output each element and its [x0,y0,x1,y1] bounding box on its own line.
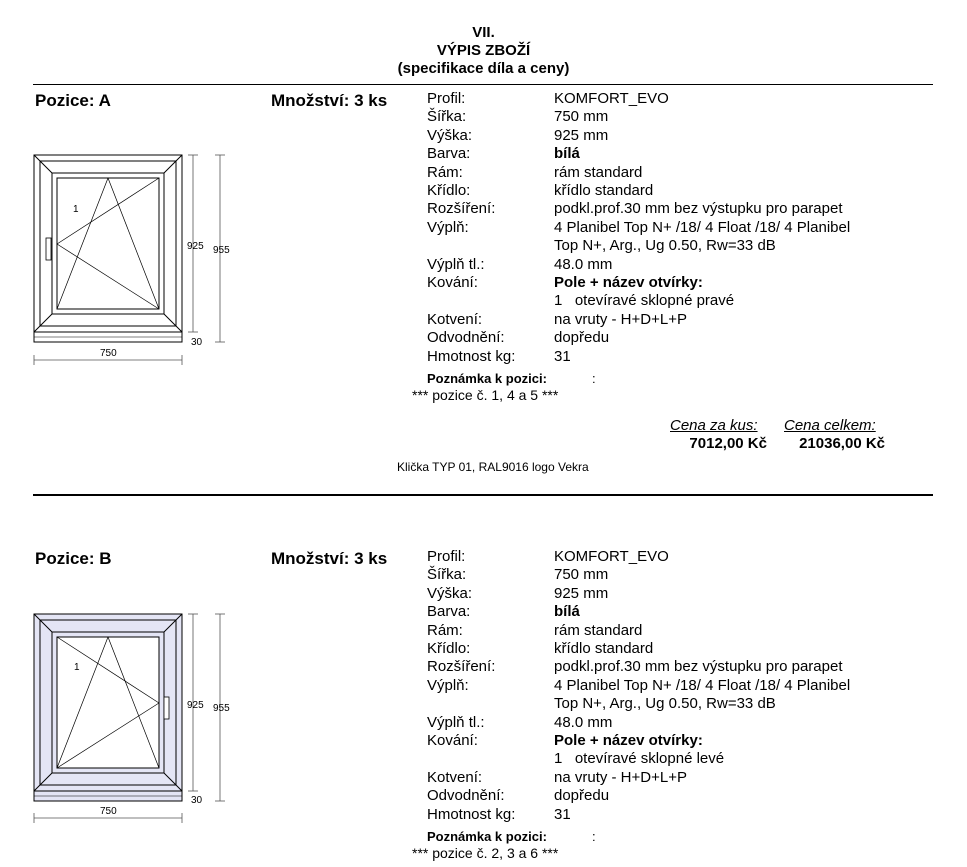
note-colon: : [592,371,596,386]
spec-row-glazing-cont: Top N+, Arg., Ug 0.50, Rw=33 dB [554,695,776,713]
frame-outer [34,155,182,332]
section-subtitle: (specifikace díla a ceny) [397,60,570,77]
field-number: 1 [74,662,80,673]
sash-inner [57,637,159,768]
spec-row-glazing: Výplň: 4 Planibel Top N+ /18/ 4 Float /18/ 4 Planibel [427,676,851,694]
spec-row-frame: Rám: rám standard [427,621,643,639]
spec-row-hardware: Kování: Pole + název otvírky: [427,274,703,292]
spec-row-glazing-thickness: Výplň tl.: 48.0 mm [427,713,613,731]
spec-row-anchoring: Kotvení: na vruty - H+D+L+P [427,310,687,328]
position-footnote: Klička TYP 01, RAL9016 logo Vekra [397,460,589,474]
spec-row-drainage: Odvodnění: dopředu [427,787,610,805]
spec-row-sash: Křídlo: křídlo standard [427,640,654,658]
spec-list [427,90,894,366]
note-label: Poznámka k pozici: [427,371,547,386]
total-price: 21036,00 Kč [799,435,885,452]
note-label: Poznámka k pozici: [427,829,547,844]
spec-row-profil: Profil: KOMFORT_EVO [427,548,669,565]
handle-icon [164,697,169,719]
header-divider [33,84,933,85]
note-text: *** pozice č. 2, 3 a 6 *** [412,845,559,861]
position-title: Pozice: A [35,91,111,110]
spec-row-height: Výška: 925 mm [427,584,609,602]
handle-icon [46,238,51,260]
total-price-label: Cena celkem: [784,417,876,434]
spec-row-hardware: Kování: Pole + název otvírky: [427,732,703,750]
spec-row-sash: Křídlo: křídlo standard [427,182,654,200]
dimension-total: 955 [213,703,230,714]
spec-row-color: Barva: bílá [427,145,580,163]
spec-row-glazing-cont: Top N+, Arg., Ug 0.50, Rw=33 dB [554,237,776,255]
unit-price-label: Cena za kus: [670,417,758,434]
spec-row-hardware-detail: 1 otevíravé sklopné pravé [554,292,735,310]
dimension-sill: 30 [191,337,203,348]
document-header [0,24,967,78]
window-drawing-a [20,140,260,370]
spec-row-glazing: Výplň: 4 Planibel Top N+ /18/ 4 Float /18/ 4 Planibel [427,218,851,236]
spec-row-anchoring: Kotvení: na vruty - H+D+L+P [427,768,687,786]
spec-row-weight: Hmotnost kg: 31 [427,347,571,365]
spec-row-extension: Rozšíření: podkl.prof.30 mm bez výstupku pro parapet [427,658,843,676]
spec-list [427,548,894,824]
unit-price: 7012,00 Kč [689,435,767,452]
field-number: 1 [73,204,79,215]
section-number: VII. [472,24,495,41]
note-text: *** pozice č. 1, 4 a 5 *** [412,387,559,403]
dimension-height: 925 [187,241,204,252]
section-title: VÝPIS ZBOŽÍ [436,42,531,59]
spec-row-drainage: Odvodnění: dopředu [427,329,610,347]
spec-row-width: Šířka: 750 mm [427,108,609,126]
dimension-sill: 30 [191,795,203,806]
note-colon: : [592,829,596,844]
spec-row-glazing-thickness: Výplň tl.: 48.0 mm [427,255,613,273]
spec-row-frame: Rám: rám standard [427,163,643,181]
position-divider [33,494,933,496]
dimension-height: 925 [187,700,204,711]
quantity: Množství: 3 ks [271,91,388,110]
spec-row-hardware-detail: 1 otevíravé sklopné levé [554,750,725,768]
spec-row-width: Šířka: 750 mm [427,566,609,584]
spec-row-extension: Rozšíření: podkl.prof.30 mm bez výstupku pro parapet [427,200,843,218]
spec-row-color: Barva: bílá [427,603,580,621]
dimension-width: 750 [100,806,117,817]
spec-row-weight: Hmotnost kg: 31 [427,805,571,823]
dimension-width: 750 [100,348,117,359]
spec-row-profil: Profil: KOMFORT_EVO [427,90,669,107]
spec-row-height: Výška: 925 mm [427,126,609,144]
quantity: Množství: 3 ks [271,549,388,568]
dimension-total: 955 [213,245,230,256]
window-drawing-b [20,600,260,830]
position-title: Pozice: B [35,549,112,568]
